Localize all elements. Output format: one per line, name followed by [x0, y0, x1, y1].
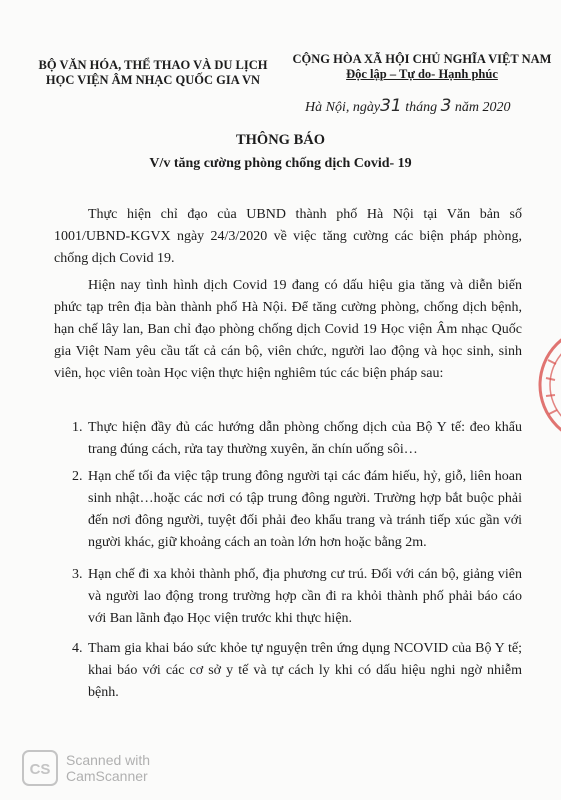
- scanned-with-text: [66, 752, 150, 784]
- list-item-text: Hạn chế đi xa khỏi thành phố, địa phương cư trú. Đối với cán bộ, giảng viên và người lao động trong trường hợp cần đi ra khỏi thành phố phải báo cáo với Ban lãnh đạo Học viện trước khi thực hiện.: [88, 567, 522, 626]
- list-item-text: Tham gia khai báo sức khỏe tự nguyện trên ứng dụng NCOVID của Bộ Y tế; khai báo với các cơ sở y tế và tự cách ly khi có dấu hiệu nghi ngờ nhiễm bệnh.: [88, 641, 522, 700]
- national-header: [272, 52, 561, 82]
- list-item-number: 1.: [72, 420, 83, 435]
- date-year: năm 2020: [454, 100, 511, 115]
- ministry-name: BỘ VĂN HÓA, THỂ THAO VÀ DU LỊCH: [38, 58, 268, 72]
- document-date: [305, 96, 511, 116]
- official-stamp-seal: [536, 320, 561, 450]
- scanned-line2: CamScanner: [66, 768, 148, 784]
- camscanner-cs-logo-icon: [22, 750, 58, 786]
- national-title: CỘNG HÒA XÃ HỘI CHỦ NGHĨA VIỆT NAM: [292, 52, 552, 66]
- agency-header: [18, 58, 288, 88]
- document-title: THÔNG BÁO: [235, 132, 326, 148]
- date-prefix: Hà Nội, ngày: [305, 100, 381, 115]
- list-item: [54, 638, 522, 704]
- national-motto: Độc lập – Tự do- Hạnh phúc: [346, 67, 498, 81]
- document-subtitle: V/v tăng cường phòng chống dịch Covid- 19: [149, 156, 412, 171]
- list-item-number: 3.: [72, 567, 83, 582]
- date-month-label: tháng: [405, 100, 438, 115]
- scanned-line1: Scanned with: [66, 752, 151, 768]
- svg-text:CS: CS: [29, 761, 51, 778]
- list-item: [54, 466, 522, 554]
- date-month-handwritten: 3: [440, 96, 452, 116]
- list-item-text: Thực hiện đầy đủ các hướng dẫn phòng chống dịch của Bộ Y tế: đeo khẩu trang đúng cách, rửa tay thường xuyên, ăn chín uống sôi…: [88, 420, 522, 457]
- list-item-number: 4.: [72, 641, 83, 656]
- list-item-number: 2.: [72, 469, 83, 484]
- list-item: [54, 417, 522, 461]
- list-item-text: Hạn chế tối đa việc tập trung đông người tại các đám hiếu, hỷ, giỗ, liên hoan sinh nhật…hoặc các nơi có tập trung đông người. Trường hợp bắt buộc phải đến nơi đông người, tuyệt đối phải đeo khẩu trang và tránh tiếp xúc gần với người khác, giữ khoảng cách an toàn lớn hơn hoặc bằng 2m.: [88, 469, 522, 550]
- academy-name: HỌC VIỆN ÂM NHẠC QUỐC GIA VN: [45, 73, 261, 87]
- list-item: [54, 564, 522, 630]
- intro-paragraph: Thực hiện chỉ đạo của UBND thành phố Hà Nội tại Văn bản số 1001/UBND-KGVX ngày 24/3/2020 về việc tăng cường các biện pháp phòng, chống dịch Covid 19.: [54, 207, 522, 266]
- situation-paragraph: Hiện nay tình hình dịch Covid 19 đang có dấu hiệu gia tăng và diễn biến phức tạp trên địa bàn thành phố Hà Nội. Để tăng cường phòng, chống dịch bệnh, hạn chế lây lan, Ban chỉ đạo phòng chống dịch Covid 19 Học viện Âm nhạc Quốc gia Việt Nam yêu cầu tất cả cán bộ, viên chức, người lao động và học sinh, sinh viên, học viên toàn Học viện thực hiện nghiêm túc các biện pháp sau:: [54, 278, 522, 381]
- date-day-handwritten: 31: [380, 96, 402, 116]
